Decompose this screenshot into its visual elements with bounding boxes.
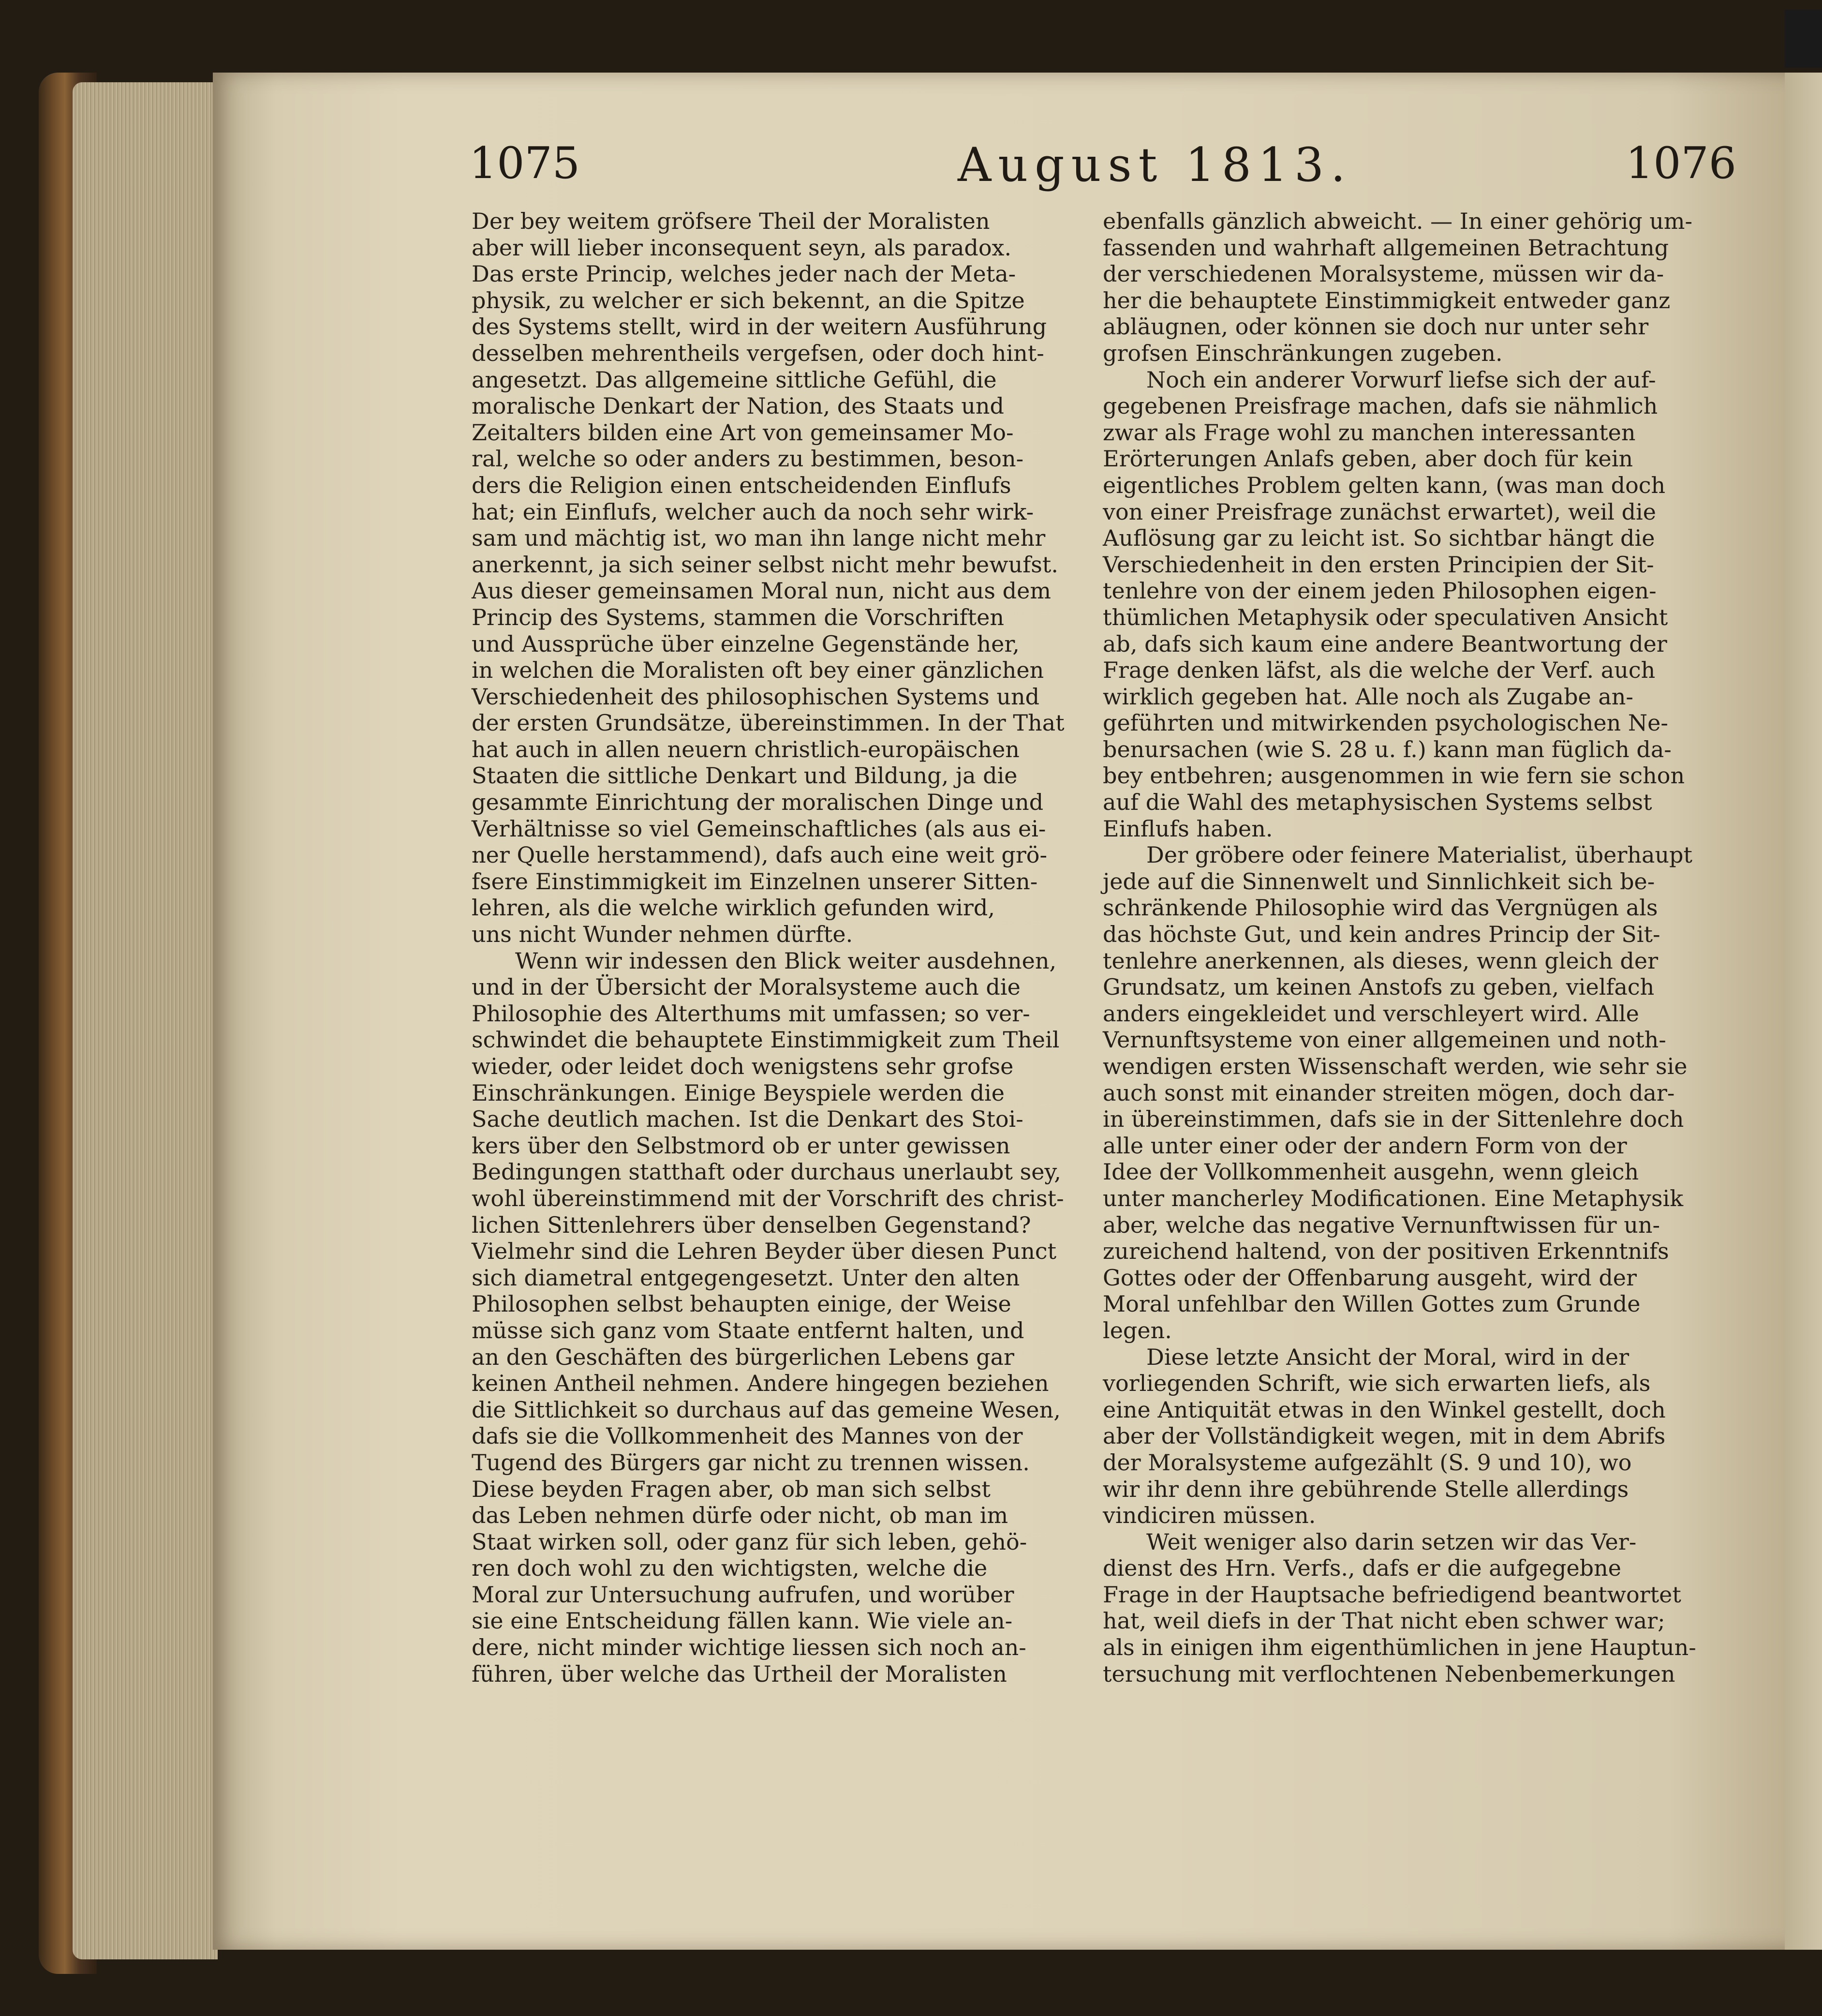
text-line: lichen Sittenlehrers über denselben Gegenstand?	[472, 1211, 1031, 1238]
text-line: wohl übereinstimmend mit der Vorschrift des christ-	[472, 1185, 1064, 1211]
scan-calibration-patch	[1785, 10, 1822, 68]
text-line: Vielmehr sind die Lehren Beyder über diesen Punct	[472, 1238, 1057, 1265]
text-line: Noch ein anderer Vorwurf liefse sich der auf-	[1146, 366, 1656, 393]
text-line: anerkennt, ja sich seiner selbst nicht mehr bewufst.	[472, 551, 1059, 578]
text-line: Philosophie des Alterthums mit umfassen; so ver-	[472, 1000, 1030, 1027]
text-line: abläugnen, oder können sie doch nur unter sehr	[1103, 314, 1649, 340]
text-line: zwar als Frage wohl zu manchen interessanten	[1103, 419, 1636, 446]
text-line: eine Antiquität etwas in den Winkel gestellt, doch	[1103, 1396, 1666, 1423]
text-line: desselben mehrentheils vergefsen, oder doch hint-	[472, 340, 1044, 366]
text-line: der verschiedenen Moralsysteme, müssen wir da-	[1103, 261, 1664, 287]
text-line: Zeitalters bilden eine Art von gemeinsamer Mo-	[472, 419, 1014, 446]
text-line: eigentliches Problem gelten kann, (was man doch	[1103, 472, 1666, 498]
text-line: benursachen (wie S. 28 u. f.) kann man füglich da-	[1103, 736, 1672, 762]
text-line: Frage in der Hauptsache befriedigend beantwortet	[1103, 1581, 1681, 1608]
text-line: jede auf die Sinnenwelt und Sinnlichkeit sich be-	[1103, 868, 1655, 895]
text-line: moralische Denkart der Nation, des Staats und	[472, 393, 1004, 419]
text-line: physik, zu welcher er sich bekennt, an die Spitze	[472, 287, 1025, 314]
page-stack-edges	[73, 82, 218, 1959]
text-line: die Sittlichkeit so durchaus auf das gemeine Wesen,	[472, 1396, 1061, 1423]
text-line: Sache deutlich machen. Ist die Denkart des Stoi-	[472, 1106, 1023, 1133]
text-line: hat auch in allen neuern christlich-europäischen	[472, 736, 1020, 762]
running-header	[469, 138, 1736, 206]
running-title: August 1813.	[958, 138, 1352, 192]
text-line: und in der Übersicht der Moralsysteme auch die	[472, 974, 1021, 1001]
text-line: Verschiedenheit in den ersten Principien der Sit-	[1103, 551, 1654, 578]
text-line: ral, welche so oder anders zu bestimmen, beson-	[472, 446, 1024, 472]
text-line: aber, welche das negative Vernunftwissen für un-	[1103, 1211, 1660, 1238]
text-line: Staaten die sittliche Denkart und Bildung, ja die	[472, 762, 1018, 789]
text-column-right	[1103, 208, 1727, 1687]
text-line: und Aussprüche über einzelne Gegenstände her,	[472, 630, 1020, 657]
text-line: Grundsatz, um keinen Anstofs zu geben, vielfach	[1103, 974, 1655, 1001]
text-line: zureichend haltend, von der positiven Erkenntnifs	[1103, 1238, 1669, 1265]
text-line: ebenfalls gänzlich abweicht. — In einer gehörig um-	[1103, 208, 1693, 234]
text-line: ner Quelle herstammend), dafs auch eine weit grö-	[472, 842, 1048, 868]
text-line: Diese letzte Ansicht der Moral, wird in der	[1146, 1344, 1629, 1370]
text-line: Princip des Systems, stammen die Vorschriften	[472, 604, 1004, 630]
text-line: unter mancherley Modificationen. Eine Metaphysik	[1103, 1185, 1684, 1211]
text-line: auf die Wahl des metaphysischen Systems selbst	[1103, 789, 1652, 816]
text-line: Verhältnisse so viel Gemeinschaftliches (als aus ei-	[472, 815, 1046, 842]
text-line: lehren, als die welche wirklich gefunden wird,	[472, 895, 995, 921]
next-page-edge	[1785, 73, 1822, 1950]
text-line: her die behauptete Einstimmigkeit entweder ganz	[1103, 287, 1671, 314]
text-line: Einflufs haben.	[1103, 815, 1273, 842]
text-line: ders die Religion einen entscheidenden Einflufs	[472, 472, 1011, 498]
text-line: Gottes oder der Offenbarung ausgeht, wird der	[1103, 1264, 1637, 1291]
text-line: der ersten Grundsätze, übereinstimmen. In der That	[472, 710, 1065, 736]
text-line: tersuchung mit verflochtenen Nebenbemerkungen	[1103, 1660, 1675, 1687]
text-line: Wenn wir indessen den Blick weiter ausdehnen,	[515, 947, 1057, 974]
text-line: wir ihr denn ihre gebührende Stelle allerdings	[1103, 1476, 1629, 1502]
text-line: aber der Vollständigkeit wegen, mit in dem Abrifs	[1103, 1423, 1666, 1449]
text-line: Tugend des Bürgers gar nicht zu trennen wissen.	[472, 1449, 1030, 1476]
text-line: kers über den Selbstmord ob er unter gewissen	[472, 1132, 1010, 1159]
text-line: alle unter einer oder der andern Form von der	[1103, 1132, 1627, 1159]
text-line: uns nicht Wunder nehmen dürfte.	[472, 921, 853, 948]
text-line: keinen Antheil nehmen. Andere hingegen beziehen	[472, 1370, 1049, 1397]
text-line: als in einigen ihm eigenthümlichen in jene Hauptun-	[1103, 1634, 1696, 1661]
text-line: legen.	[1103, 1317, 1172, 1344]
text-line: das Leben nehmen dürfe oder nicht, ob man im	[472, 1502, 1008, 1529]
text-line: dienst des Hrn. Verfs., dafs er die aufgegebne	[1103, 1555, 1621, 1582]
text-line: dere, nicht minder wichtige liessen sich noch an-	[472, 1634, 1026, 1661]
text-line: Der gröbere oder feinere Materialist, überhaupt	[1146, 842, 1692, 868]
text-line: Erörterungen Anlafs geben, aber doch für kein	[1103, 446, 1633, 472]
text-line: wirklich gegeben hat. Alle noch als Zugabe an-	[1103, 683, 1633, 710]
text-line: wendigen ersten Wissenschaft werden, wie sehr sie	[1103, 1053, 1688, 1079]
text-line: Philosophen selbst behaupten einige, der Weise	[472, 1291, 1011, 1317]
text-line: Das erste Princip, welches jeder nach der Meta-	[472, 261, 1016, 287]
text-line: Moral unfehlbar den Willen Gottes zum Grunde	[1103, 1291, 1641, 1317]
text-line: sam und mächtig ist, wo man ihn lange nicht mehr	[472, 525, 1046, 552]
text-line: Auflösung gar zu leicht ist. So sichtbar hängt die	[1103, 525, 1655, 552]
text-line: müsse sich ganz vom Staate entfernt halten, und	[472, 1317, 1024, 1344]
text-line: in welchen die Moralisten oft bey einer gänzlichen	[472, 657, 1044, 684]
text-line: sich diametral entgegengesetzt. Unter den alten	[472, 1264, 1020, 1291]
text-line: Frage denken läfst, als die welche der Verf. auch	[1103, 657, 1656, 684]
text-line: Aus dieser gemeinsamen Moral nun, nicht aus dem	[472, 578, 1051, 604]
text-line: der Moralsysteme aufgezählt (S. 9 und 10), wo	[1103, 1449, 1632, 1476]
text-line: bey entbehren; ausgenommen in wie fern sie schon	[1103, 762, 1685, 789]
text-line: hat, weil diefs in der That nicht eben schwer war;	[1103, 1608, 1665, 1634]
text-line: Diese beyden Fragen aber, ob man sich selbst	[472, 1476, 991, 1502]
text-line: wieder, oder leidet doch wenigstens sehr grofse	[472, 1053, 1014, 1079]
text-line: des Systems stellt, wird in der weitern Ausführung	[472, 314, 1047, 340]
text-line: auch sonst mit einander streiten mögen, doch dar-	[1103, 1079, 1675, 1106]
text-column-left	[472, 208, 1081, 1687]
text-line: Bedingungen statthaft oder durchaus unerlaubt sey,	[472, 1159, 1061, 1185]
text-line: gegebenen Preisfrage machen, dafs sie nähmlich	[1103, 393, 1658, 419]
text-line: geführten und mitwirkenden psychologischen Ne-	[1103, 710, 1668, 736]
text-line: das höchste Gut, und kein andres Princip der Sit-	[1103, 921, 1660, 948]
text-line: anders eingekleidet und verschleyert wird. Alle	[1103, 1000, 1639, 1027]
page-number-right: 1076	[1625, 138, 1736, 189]
text-line: ren doch wohl zu den wichtigsten, welche die	[472, 1555, 988, 1582]
page-number-left: 1075	[469, 138, 580, 189]
text-line: fassenden und wahrhaft allgemeinen Betrachtung	[1103, 234, 1669, 261]
text-line: schränkende Philosophie wird das Vergnügen als	[1103, 895, 1658, 921]
text-line: an den Geschäften des bürgerlichen Lebens gar	[472, 1344, 1015, 1370]
text-line: Staat wirken soll, oder ganz für sich leben, gehö-	[472, 1528, 1027, 1555]
text-line: tenlehre anerkennen, als dieses, wenn gleich der	[1103, 947, 1659, 974]
text-line: gesammte Einrichtung der moralischen Dinge und	[472, 789, 1044, 816]
text-line: Weit weniger also darin setzen wir das Ver-	[1146, 1528, 1637, 1555]
text-line: Der bey weitem gröfsere Theil der Moralisten	[472, 208, 990, 234]
text-line: thümlichen Metaphysik oder speculativen Ansicht	[1103, 604, 1668, 630]
text-line: ab, dafs sich kaum eine andere Beantwortung der	[1103, 630, 1667, 657]
text-line: Idee der Vollkommenheit ausgehn, wenn gleich	[1103, 1159, 1639, 1185]
text-line: Einschränkungen. Einige Beyspiele werden die	[472, 1079, 1005, 1106]
text-line: vorliegenden Schrift, wie sich erwarten liefs, als	[1103, 1370, 1651, 1397]
text-line: führen, über welche das Urtheil der Moralisten	[472, 1660, 1007, 1687]
text-line: hat; ein Einflufs, welcher auch da noch sehr wirk-	[472, 498, 1034, 525]
text-line: vindiciren müssen.	[1103, 1502, 1316, 1529]
text-line: in übereinstimmen, dafs sie in der Sittenlehre doch	[1103, 1106, 1684, 1133]
text-line: von einer Preisfrage zunächst erwartet), weil die	[1103, 498, 1656, 525]
text-line: tenlehre von der einem jeden Philosophen eigen-	[1103, 578, 1657, 604]
text-line: aber will lieber inconsequent seyn, als paradox.	[472, 234, 1012, 261]
text-line: grofsen Einschränkungen zugeben.	[1103, 340, 1503, 366]
text-line: sie eine Entscheidung fällen kann. Wie viele an-	[472, 1608, 1013, 1634]
text-line: Moral zur Untersuchung aufrufen, und worüber	[472, 1581, 1014, 1608]
text-line: fsere Einstimmigkeit im Einzelnen unserer Sitten-	[472, 868, 1038, 895]
text-line: angesetzt. Das allgemeine sittliche Gefühl, die	[472, 366, 997, 393]
text-line: schwindet die behauptete Einstimmigkeit zum Theil	[472, 1027, 1060, 1053]
text-line: dafs sie die Vollkommenheit des Mannes von der	[472, 1423, 1023, 1449]
text-line: Verschiedenheit des philosophischen Systems und	[472, 683, 1040, 710]
text-line: Vernunftsysteme von einer allgemeinen und noth-	[1103, 1027, 1666, 1053]
